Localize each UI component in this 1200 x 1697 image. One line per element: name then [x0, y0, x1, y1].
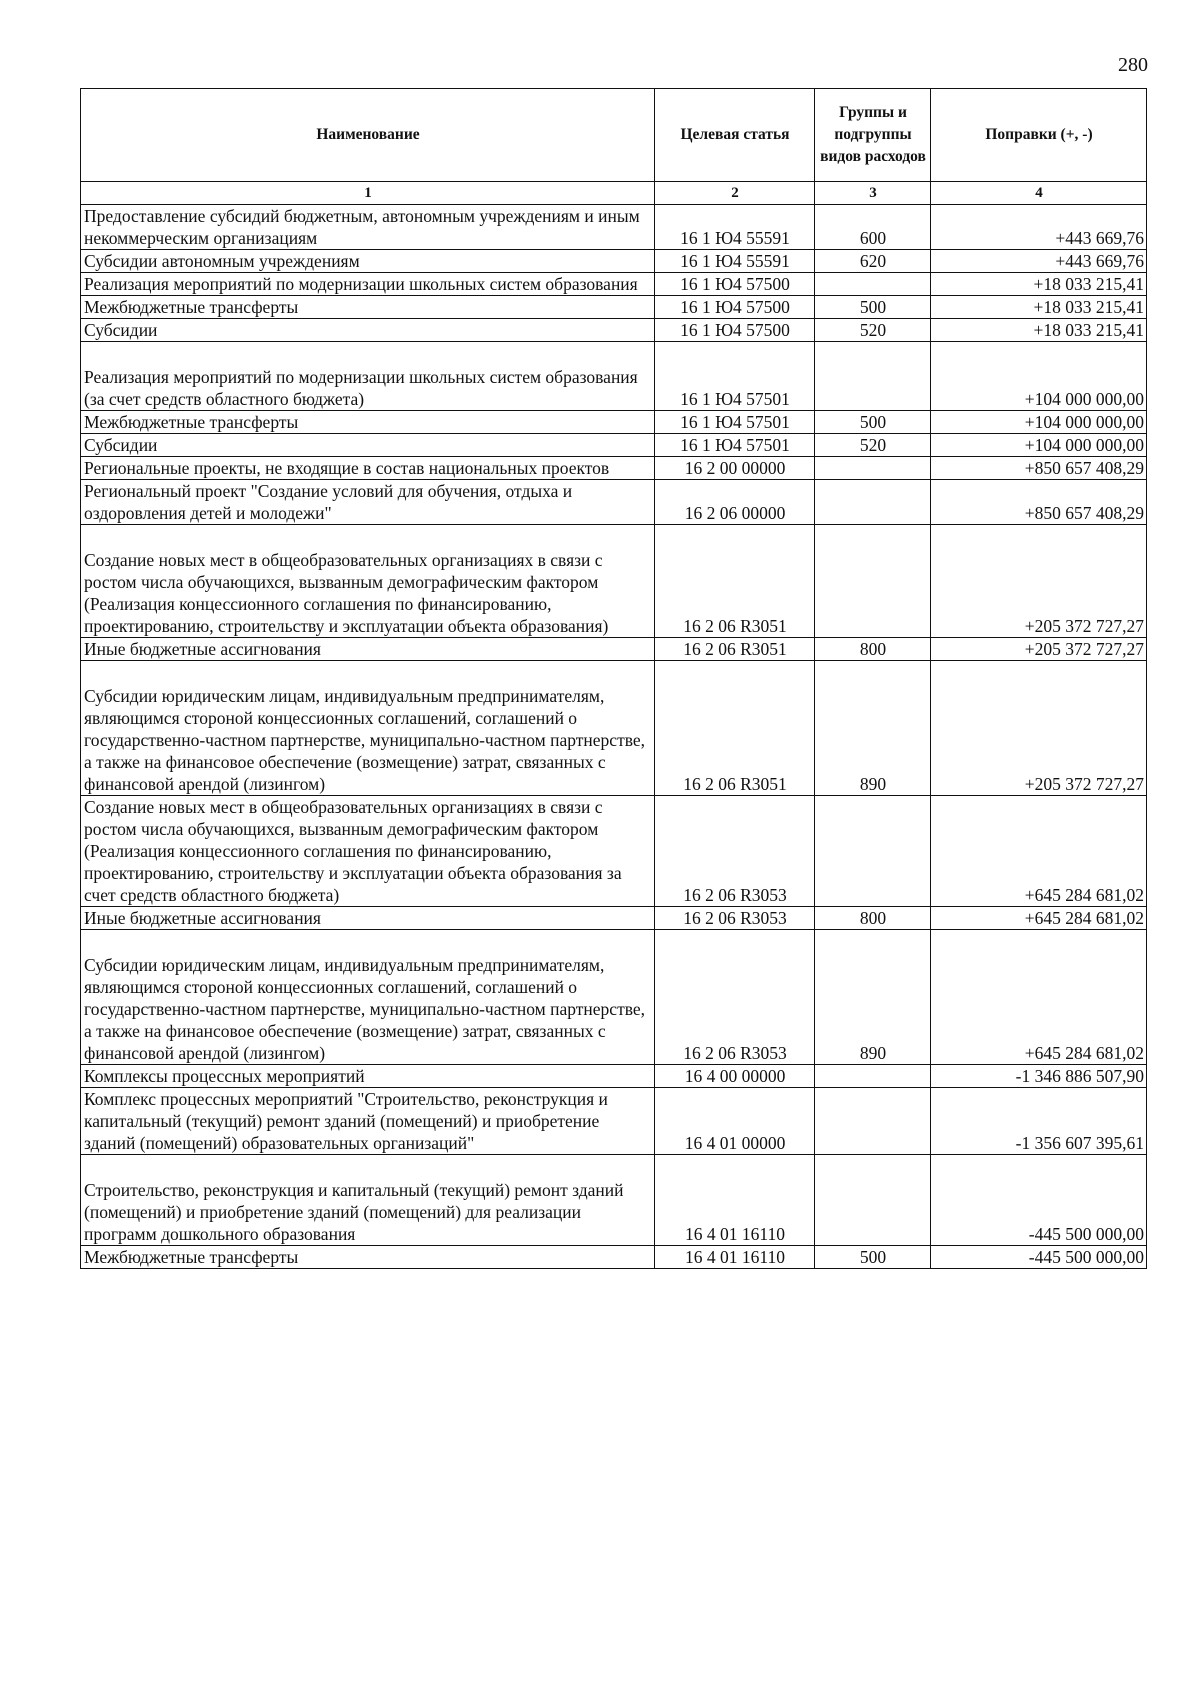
row-amount: +443 669,76 — [931, 205, 1147, 250]
row-code: 16 4 00 00000 — [655, 1065, 815, 1088]
table-row — [81, 525, 1147, 638]
table-row — [81, 638, 1147, 661]
table-row — [81, 250, 1147, 273]
table-row — [81, 457, 1147, 480]
row-code: 16 4 01 16110 — [655, 1246, 815, 1269]
row-code: 16 1 Ю4 57501 — [655, 434, 815, 457]
table-row — [81, 1246, 1147, 1269]
row-group: 890 — [815, 661, 931, 796]
table-row — [81, 319, 1147, 342]
page-number: 280 — [1118, 54, 1148, 76]
row-code: 16 4 01 00000 — [655, 1088, 815, 1155]
table-row — [81, 907, 1147, 930]
table-row — [81, 296, 1147, 319]
row-group — [815, 1155, 931, 1246]
row-group — [815, 796, 931, 907]
header-row — [81, 89, 1147, 182]
column-index: 1 — [81, 182, 655, 205]
header-group: Группы и подгруппы видов расходов — [815, 89, 931, 182]
row-amount: +645 284 681,02 — [931, 907, 1147, 930]
row-code: 16 2 06 R3051 — [655, 661, 815, 796]
row-group: 600 — [815, 205, 931, 250]
row-amount: +104 000 000,00 — [931, 434, 1147, 457]
row-amount: +104 000 000,00 — [931, 342, 1147, 411]
row-group — [815, 480, 931, 525]
table-row — [81, 480, 1147, 525]
column-index: 3 — [815, 182, 931, 205]
row-group: 890 — [815, 930, 931, 1065]
row-amount: +18 033 215,41 — [931, 296, 1147, 319]
row-name: Межбюджетные трансферты — [81, 1246, 655, 1269]
row-code: 16 2 00 00000 — [655, 457, 815, 480]
table-row — [81, 205, 1147, 250]
row-code: 16 2 06 R3051 — [655, 525, 815, 638]
row-name: Региональный проект "Создание условий для обучения, отдыха и оздоровления детей и молодежи" — [81, 480, 655, 525]
table-row — [81, 1088, 1147, 1155]
budget-table — [80, 88, 1147, 1269]
row-group: 800 — [815, 907, 931, 930]
row-name: Межбюджетные трансферты — [81, 411, 655, 434]
row-amount: +18 033 215,41 — [931, 319, 1147, 342]
row-group: 500 — [815, 1246, 931, 1269]
row-group: 520 — [815, 434, 931, 457]
row-amount: +645 284 681,02 — [931, 796, 1147, 907]
row-name: Субсидии юридическим лицам, индивидуальным предпринимателям, являющимся стороной концессионных соглашений, соглашений о государственно-частном партнерстве, муниципально-частном партнерстве, а также на финансовое обеспечение (возмещение) затрат, связанных с финансовой арендой (лизингом) — [81, 930, 655, 1065]
row-amount: +205 372 727,27 — [931, 638, 1147, 661]
row-code: 16 1 Ю4 57500 — [655, 296, 815, 319]
row-group: 620 — [815, 250, 931, 273]
row-group: 500 — [815, 296, 931, 319]
row-code: 16 4 01 16110 — [655, 1155, 815, 1246]
row-amount: +443 669,76 — [931, 250, 1147, 273]
header-amount: Поправки (+, -) — [931, 89, 1147, 182]
row-amount: +850 657 408,29 — [931, 457, 1147, 480]
table-row — [81, 434, 1147, 457]
row-amount: +18 033 215,41 — [931, 273, 1147, 296]
row-name: Субсидии — [81, 434, 655, 457]
row-code: 16 1 Ю4 55591 — [655, 205, 815, 250]
table-row — [81, 796, 1147, 907]
row-group: 500 — [815, 411, 931, 434]
row-group — [815, 342, 931, 411]
row-group — [815, 457, 931, 480]
row-group — [815, 273, 931, 296]
row-name: Реализация мероприятий по модернизации школьных систем образования — [81, 273, 655, 296]
row-name: Иные бюджетные ассигнования — [81, 638, 655, 661]
row-amount: -1 346 886 507,90 — [931, 1065, 1147, 1088]
row-name: Субсидии — [81, 319, 655, 342]
row-name: Региональные проекты, не входящие в состав национальных проектов — [81, 457, 655, 480]
row-group — [815, 1088, 931, 1155]
row-amount: +850 657 408,29 — [931, 480, 1147, 525]
row-amount: -445 500 000,00 — [931, 1246, 1147, 1269]
table-row — [81, 930, 1147, 1065]
row-name: Межбюджетные трансферты — [81, 296, 655, 319]
row-amount: -445 500 000,00 — [931, 1155, 1147, 1246]
row-code: 16 2 06 R3053 — [655, 907, 815, 930]
table-row — [81, 1065, 1147, 1088]
header-code: Целевая статья — [655, 89, 815, 182]
row-code: 16 2 06 00000 — [655, 480, 815, 525]
row-amount: +205 372 727,27 — [931, 661, 1147, 796]
row-name: Субсидии юридическим лицам, индивидуальным предпринимателям, являющимся стороной концессионных соглашений, соглашений о государственно-частном партнерстве, муниципально-частном партнерстве, а также на финансовое обеспечение (возмещение) затрат, связанных с финансовой арендой (лизингом) — [81, 661, 655, 796]
row-name: Субсидии автономным учреждениям — [81, 250, 655, 273]
row-code: 16 2 06 R3053 — [655, 930, 815, 1065]
row-code: 16 2 06 R3051 — [655, 638, 815, 661]
row-name: Создание новых мест в общеобразовательных организациях в связи с ростом числа обучающихся, вызванным демографическим фактором (Реализация концессионного соглашения по финансированию, проектированию, строительству и эксплуатации объекта образования за счет средств областного бюджета) — [81, 796, 655, 907]
row-group — [815, 1065, 931, 1088]
row-amount: +104 000 000,00 — [931, 411, 1147, 434]
column-index-row — [81, 182, 1147, 205]
row-name: Предоставление субсидий бюджетным, автономным учреждениям и иным некоммерческим организациям — [81, 205, 655, 250]
row-code: 16 1 Ю4 57501 — [655, 411, 815, 434]
table-row — [81, 661, 1147, 796]
column-index: 4 — [931, 182, 1147, 205]
row-name: Комплексы процессных мероприятий — [81, 1065, 655, 1088]
row-amount: -1 356 607 395,61 — [931, 1088, 1147, 1155]
row-group: 800 — [815, 638, 931, 661]
row-code: 16 1 Ю4 57500 — [655, 273, 815, 296]
table-row — [81, 411, 1147, 434]
row-code: 16 1 Ю4 57500 — [655, 319, 815, 342]
row-name: Создание новых мест в общеобразовательных организациях в связи с ростом числа обучающихся, вызванным демографическим фактором (Реализация концессионного соглашения по финансированию, проектированию, строительству и эксплуатации объекта образования) — [81, 525, 655, 638]
header-name: Наименование — [81, 89, 655, 182]
row-name: Строительство, реконструкция и капитальный (текущий) ремонт зданий (помещений) и приобретение зданий (помещений) для реализации программ дошкольного образования — [81, 1155, 655, 1246]
row-amount: +205 372 727,27 — [931, 525, 1147, 638]
row-code: 16 1 Ю4 55591 — [655, 250, 815, 273]
table-row — [81, 1155, 1147, 1246]
row-code: 16 1 Ю4 57501 — [655, 342, 815, 411]
row-name: Комплекс процессных мероприятий "Строительство, реконструкция и капитальный (текущий) ремонт зданий (помещений) и приобретение зданий (помещений) образовательных организаций" — [81, 1088, 655, 1155]
column-index: 2 — [655, 182, 815, 205]
row-name: Иные бюджетные ассигнования — [81, 907, 655, 930]
row-code: 16 2 06 R3053 — [655, 796, 815, 907]
table-row — [81, 342, 1147, 411]
row-group: 520 — [815, 319, 931, 342]
row-group — [815, 525, 931, 638]
row-amount: +645 284 681,02 — [931, 930, 1147, 1065]
row-name: Реализация мероприятий по модернизации школьных систем образования (за счет средств областного бюджета) — [81, 342, 655, 411]
table-row — [81, 273, 1147, 296]
